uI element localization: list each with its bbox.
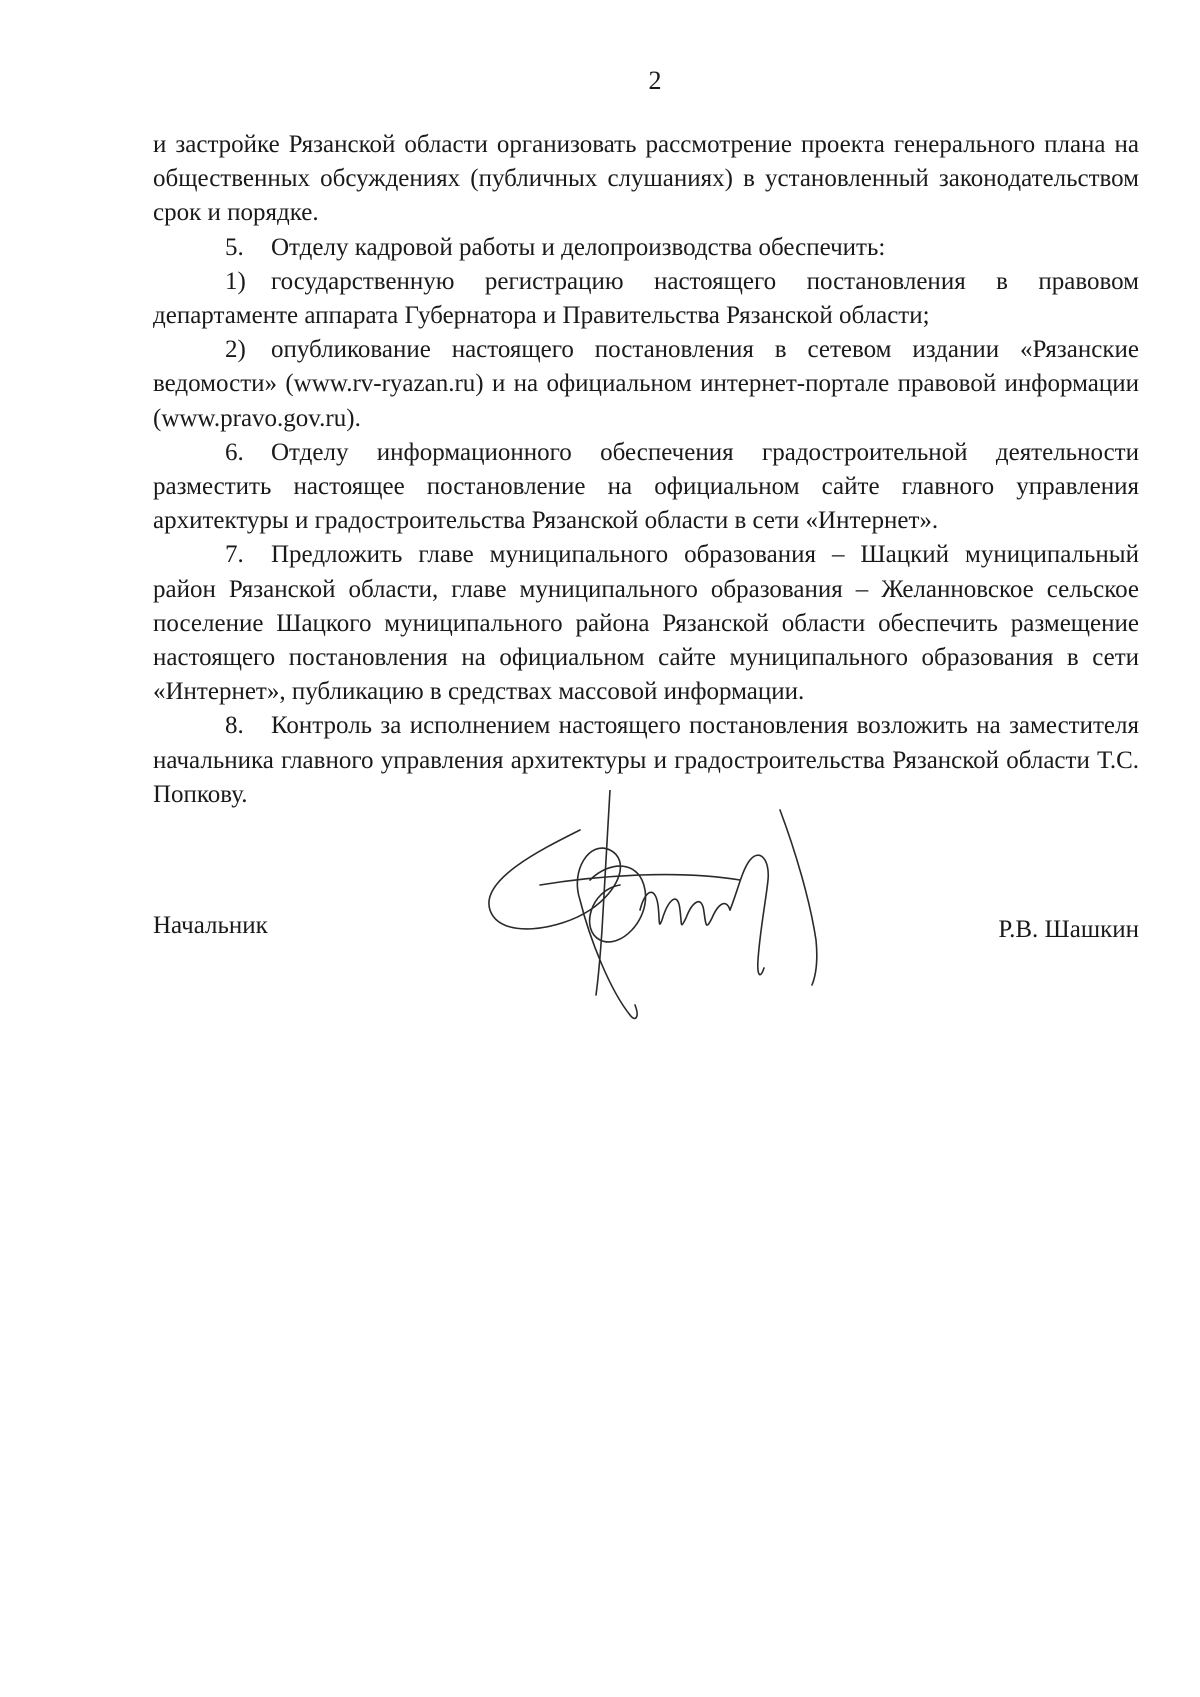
signatory-name: Р.В. Шашкин — [998, 916, 1139, 943]
paragraph-item-5 — [153, 231, 1139, 265]
paragraph-number: 2) — [225, 336, 246, 364]
paragraph-number: 6. — [225, 438, 244, 466]
paragraph-text: Контроль за исполнением настоящего постановления возложить на заместителя начальника главного управления архитектуры и градостроительства Рязанской области Т.С. Попкову. — [153, 712, 1139, 808]
paragraph-text: и застройке Рязанской области организовать рассмотрение проекта генерального плана на общественных обсуждениях (публичных слушаниях) в установленный законодательством срок и порядке. — [153, 131, 1139, 227]
paragraph-item-6 — [153, 436, 1139, 539]
paragraph-number: 7. — [225, 541, 244, 569]
page-number: 2 — [648, 66, 662, 95]
paragraph-number: 5. — [225, 233, 244, 261]
paragraph-item-7 — [153, 538, 1139, 709]
paragraph-text: Отделу кадровой работы и делопроизводства обеспечить: — [271, 233, 886, 261]
paragraph-number: 8. — [225, 712, 244, 740]
paragraph-continuation — [153, 128, 1139, 231]
paragraph-subitem-2 — [153, 333, 1139, 436]
handwritten-signature — [480, 790, 860, 1030]
paragraph-subitem-1 — [153, 265, 1139, 333]
paragraph-number: 1) — [225, 267, 246, 295]
paragraph-text: Отделу информационного обеспечения градостроительной деятельности разместить настоящее постановление на официальном сайте главного управления архитектуры и градостроительства Рязанской области в сети «Интернет». — [153, 438, 1139, 535]
paragraph-text: государственную регистрацию настоящего постановления в правовом департаменте аппарата Губернатора и Правительства Рязанской области; — [153, 267, 1139, 330]
paragraph-text: опубликование настоящего постановления в сетевом издании «Рязанские ведомости» (www.rv-ryazan.ru) и на официальном интернет-портале правовой информации (www.pravo.gov.ru). — [153, 336, 1139, 432]
paragraph-text: Предложить главе муниципального образования – Шацкий муниципальный район Рязанской области, главе муниципального образования – Желанновское сельское поселение Шацкого муниципального района Рязанской области обеспечить размещение настоящего постановления на официальном сайте муниципального образования в сети «Интернет», публикацию в средствах массовой информации. — [153, 541, 1139, 706]
document-body — [153, 128, 1139, 812]
signature-block — [153, 912, 1139, 972]
signatory-title: Начальник — [153, 912, 268, 939]
